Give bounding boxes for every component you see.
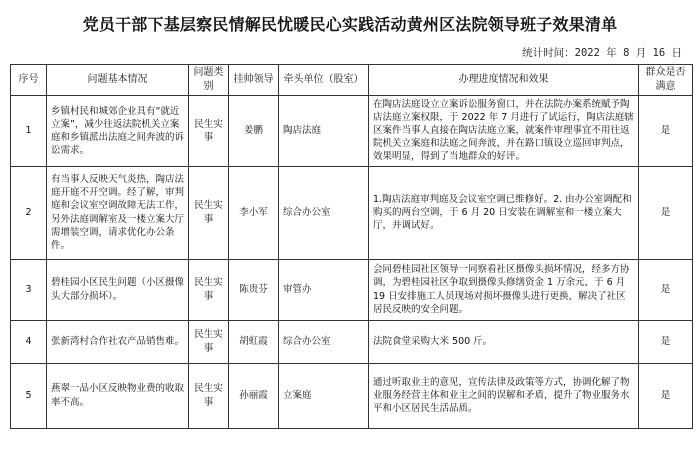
table-row	[11, 96, 693, 167]
header-no: 序号	[11, 65, 47, 96]
header-category: 问题类别	[189, 65, 229, 96]
cell-satisfied: 是	[639, 320, 693, 363]
cell-category: 民生实事	[189, 259, 229, 320]
cell-category: 民生实事	[189, 96, 229, 167]
cell-unit: 陶店法庭	[279, 96, 369, 167]
header-progress: 办理进度情况和效果	[369, 65, 639, 96]
cell-no: 4	[11, 320, 47, 363]
cell-problem: 有当事人反映天气炎热，陶店法庭开庭不开空调。经了解，审判庭和会议室空调故障无法工作，另外法庭调解室及一楼立案大厅需增装空调，请求优化办公条件。	[47, 166, 189, 259]
cell-satisfied: 是	[639, 96, 693, 167]
statistics-date: 统计时间：2022 年 8 月 16 日	[522, 47, 682, 59]
cell-leader: 胡虹霞	[229, 320, 279, 363]
cell-problem: 碧桂园小区民生问题（小区摄像头大部分损坏）。	[47, 259, 189, 320]
cell-problem: 燕翠一品小区反映物业费的收取率不高。	[47, 363, 189, 428]
cell-no: 1	[11, 96, 47, 167]
cell-progress: 法院食堂采购大米 500 斤。	[369, 320, 639, 363]
cell-unit: 综合办公室	[279, 320, 369, 363]
cell-leader: 孙丽霞	[229, 363, 279, 428]
cell-no: 5	[11, 363, 47, 428]
cell-no: 2	[11, 166, 47, 259]
cell-leader: 陈贵芬	[229, 259, 279, 320]
table-row	[11, 166, 693, 259]
header-satisfied: 群众是否满意	[639, 65, 693, 96]
page-title: 党员干部下基层察民情解民忧暖民心实践活动黄州区法院领导班子效果清单	[82, 15, 618, 34]
cell-satisfied: 是	[639, 259, 693, 320]
cell-category: 民生实事	[189, 320, 229, 363]
cell-satisfied: 是	[639, 166, 693, 259]
cell-category: 民生实事	[189, 166, 229, 259]
table-row	[11, 259, 693, 320]
table-row	[11, 320, 693, 363]
table-header-row	[11, 65, 693, 96]
cell-progress: 通过听取业主的意见，宣传法律及政策等方式，协调化解了物业服务经营主体和业主之间的误解和矛盾，提升了物业服务水平和小区居民生活品质。	[369, 363, 639, 428]
cell-leader: 李小军	[229, 166, 279, 259]
cell-progress: 在陶店法庭设立立案诉讼服务窗口，并在法院办案系统赋予陶店法庭立案权限，于 2022 年 7 月进行了试运行，陶店法庭辖区案件当事人直接在陶店法庭立案，就案件审理事宜不用往返院机关立案庭和法庭之间奔波，并在路口镇设立巡回审判点，效果明显，得到了当地群众的好评。	[369, 96, 639, 167]
cell-problem: 乡镇村民和城郊企业具有“就近立案”，减少往返法院机关立案庭和乡镇派出法庭之间奔波的诉讼需求。	[47, 96, 189, 167]
cell-satisfied: 是	[639, 363, 693, 428]
cell-category: 民生实事	[189, 363, 229, 428]
header-unit: 牵头单位（股室）	[279, 65, 369, 96]
cell-unit: 审管办	[279, 259, 369, 320]
header-problem: 问题基本情况	[47, 65, 189, 96]
effect-list-table	[10, 64, 693, 429]
cell-progress: 会同碧桂园社区领导一同察看社区摄像头损坏情况，经多方协调，为碧桂园社区争取到摄像头修缮资金 1 万余元，于 6 月 19 日安排施工人员现场对损坏摄像头进行更换，解决了社区居民反映的安全问题。	[369, 259, 639, 320]
cell-leader: 姜鹏	[229, 96, 279, 167]
cell-problem: 张新湾村合作社农产品销售难。	[47, 320, 189, 363]
cell-no: 3	[11, 259, 47, 320]
header-leader: 挂帅领导	[229, 65, 279, 96]
cell-unit: 综合办公室	[279, 166, 369, 259]
table-row	[11, 363, 693, 428]
cell-progress: 1.陶店法庭审判庭及会议室空调已维修好。2. 由办公室调配和购买的两台空调，于 6 月 20 日安装在调解室和一楼立案大厅，并调试好。	[369, 166, 639, 259]
cell-unit: 立案庭	[279, 363, 369, 428]
